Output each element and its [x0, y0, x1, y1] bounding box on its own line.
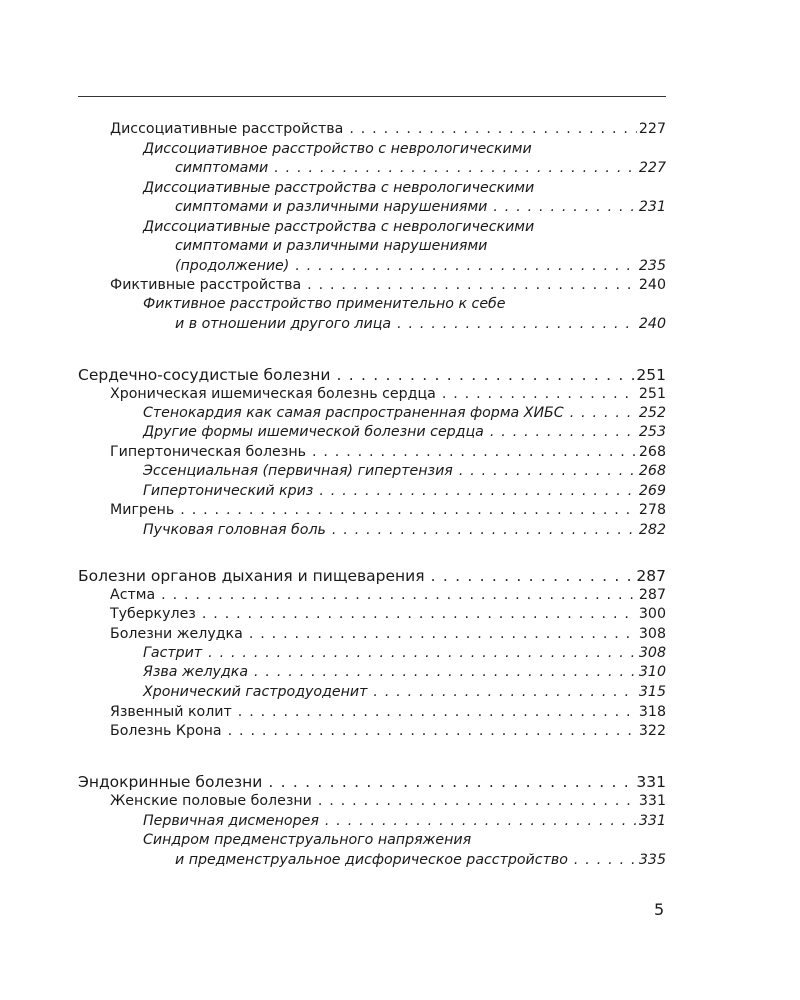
dot-leader	[318, 793, 637, 809]
toc-entry-title: Женские половые болезни	[110, 793, 312, 809]
toc-entry-title: Гипертонический криз	[143, 483, 314, 499]
toc-entry-title: и предменструальное дисфорическое расстройство	[175, 852, 568, 868]
toc-entry-page: 331	[636, 773, 666, 791]
toc-entry-title: Язвенный колит	[110, 704, 232, 720]
dot-leader	[459, 463, 637, 479]
toc-entry	[143, 664, 666, 680]
toc-entry-title: симптомами	[175, 160, 269, 176]
dot-leader	[349, 121, 637, 137]
toc-entry-page: 227	[638, 121, 666, 137]
toc-chapter-title: Болезни органов дыхания и пищеварения	[78, 567, 425, 585]
toc-entry-page: 287	[636, 567, 666, 585]
toc-entry-title: Первичная дисменорея	[143, 813, 319, 829]
dot-leader	[431, 567, 635, 585]
toc-entry-page: 252	[638, 405, 666, 421]
dot-leader	[307, 277, 637, 293]
dot-leader	[442, 386, 637, 402]
dot-leader	[493, 199, 637, 215]
toc-chapter	[78, 366, 666, 384]
dot-leader	[325, 813, 637, 829]
toc-entry-title: Другие формы ишемической болезни сердца	[143, 424, 484, 440]
toc-entry-page: 315	[638, 684, 666, 700]
toc-entry	[175, 316, 666, 332]
toc-entry	[143, 405, 666, 421]
toc-entry-title: Язва желудка	[143, 664, 249, 680]
toc-entry-title: Мигрень	[110, 502, 175, 518]
dot-leader	[319, 483, 637, 499]
toc-entry-page: 322	[638, 723, 666, 739]
dot-leader	[373, 684, 636, 700]
dot-leader	[570, 405, 637, 421]
toc-entry-page: 231	[638, 199, 666, 215]
toc-entry	[110, 606, 666, 622]
toc-entry	[110, 277, 666, 293]
toc-entry-title: (продолжение)	[175, 258, 290, 274]
toc-entry-title: Диссоциативное расстройство с неврологическими	[143, 141, 532, 157]
toc-entry	[175, 258, 666, 274]
toc-entry-title: Диссоциативные расстройства	[110, 121, 344, 137]
toc-entry-title: Гипертоническая болезнь	[110, 444, 306, 460]
toc-entry-page: 331	[638, 793, 666, 809]
toc-entry	[143, 463, 666, 479]
toc-entry	[110, 587, 666, 603]
toc-entry-title: Болезнь Крона	[110, 723, 222, 739]
page-number: 5	[654, 900, 665, 919]
dot-leader	[249, 626, 637, 642]
toc-entry	[110, 723, 666, 739]
toc-entry	[143, 522, 666, 538]
dot-leader	[208, 645, 637, 661]
toc-entry-title: симптомами и различными нарушениями	[175, 238, 488, 254]
toc-entry-page: 227	[638, 160, 666, 176]
toc-entry-page: 240	[638, 316, 666, 332]
dot-leader	[490, 424, 637, 440]
dot-leader	[202, 606, 637, 622]
toc-entry-title: Хроническая ишемическая болезнь сердца	[110, 386, 436, 402]
toc-entry-page: 287	[638, 587, 666, 603]
toc-entry-title: Фиктивные расстройства	[110, 277, 302, 293]
toc-entry-title: Туберкулез	[110, 606, 196, 622]
dot-leader	[574, 852, 637, 868]
dot-leader	[332, 522, 637, 538]
toc-entry-title: симптомами и различными нарушениями	[175, 199, 488, 215]
toc-entry	[110, 704, 666, 720]
dot-leader	[228, 723, 637, 739]
toc-entry-page: 269	[638, 483, 666, 499]
toc-chapter	[78, 773, 666, 791]
toc-entry-page: 278	[638, 502, 666, 518]
toc-entry-title: Синдром предменструального напряжения	[143, 832, 472, 848]
toc-chapter	[78, 567, 666, 585]
toc-entry-title: Болезни желудка	[110, 626, 243, 642]
toc-entry-title: Хронический гастродуоденит	[143, 684, 368, 700]
toc-entry-page: 268	[638, 444, 666, 460]
toc-entry-title: Стенокардия как самая распространенная форма ХИБС	[143, 405, 564, 421]
dot-leader	[295, 258, 637, 274]
dot-leader	[397, 316, 637, 332]
toc-entry-title: Гастрит	[143, 645, 203, 661]
toc-chapter-title: Сердечно-сосудистые болезни	[78, 366, 331, 384]
toc-entry-page: 251	[636, 366, 666, 384]
toc-entry-page: 268	[638, 463, 666, 479]
toc-entry-title: Астма	[110, 587, 156, 603]
dot-leader	[268, 773, 634, 791]
toc-entry	[143, 424, 666, 440]
toc-entry	[143, 684, 666, 700]
toc-entry	[110, 121, 666, 137]
toc-entry	[143, 483, 666, 499]
toc-entry-page: 300	[638, 606, 666, 622]
toc-entry-page: 253	[638, 424, 666, 440]
toc-entry-page: 335	[638, 852, 666, 868]
toc-entry	[110, 626, 666, 642]
toc-entry-page: 318	[638, 704, 666, 720]
top-rule	[78, 96, 666, 97]
toc-entry	[175, 852, 666, 868]
toc-entry-page: 240	[638, 277, 666, 293]
toc-entry-page: 235	[638, 258, 666, 274]
toc-entry-title: Диссоциативные расстройства с неврологическими	[143, 180, 535, 196]
toc-entry	[110, 444, 666, 460]
toc-entry	[175, 160, 666, 176]
toc-entry	[110, 502, 666, 518]
dot-leader	[238, 704, 637, 720]
dot-leader	[337, 366, 635, 384]
toc-entry-page: 308	[638, 645, 666, 661]
dot-leader	[254, 664, 637, 680]
dot-leader	[274, 160, 637, 176]
toc-entry-title: Эссенциальная (первичная) гипертензия	[143, 463, 453, 479]
toc-entry-title: Диссоциативные расстройства с неврологическими	[143, 219, 535, 235]
toc-entry-page: 251	[638, 386, 666, 402]
toc-entry-title: и в отношении другого лица	[175, 316, 392, 332]
toc-entry	[175, 199, 666, 215]
toc-entry-page: 310	[638, 664, 666, 680]
toc-entry-page: 331	[638, 813, 666, 829]
dot-leader	[161, 587, 637, 603]
toc-entry	[110, 386, 666, 402]
toc-entry-page: 282	[638, 522, 666, 538]
toc-entry	[143, 645, 666, 661]
toc-entry-title: Фиктивное расстройство применительно к себе	[143, 296, 506, 312]
toc-entry-page: 308	[638, 626, 666, 642]
dot-leader	[180, 502, 637, 518]
toc-entry	[143, 813, 666, 829]
toc-entry	[110, 793, 666, 809]
dot-leader	[312, 444, 637, 460]
toc-chapter-title: Эндокринные болезни	[78, 773, 263, 791]
toc-entry-title: Пучковая головная боль	[143, 522, 326, 538]
